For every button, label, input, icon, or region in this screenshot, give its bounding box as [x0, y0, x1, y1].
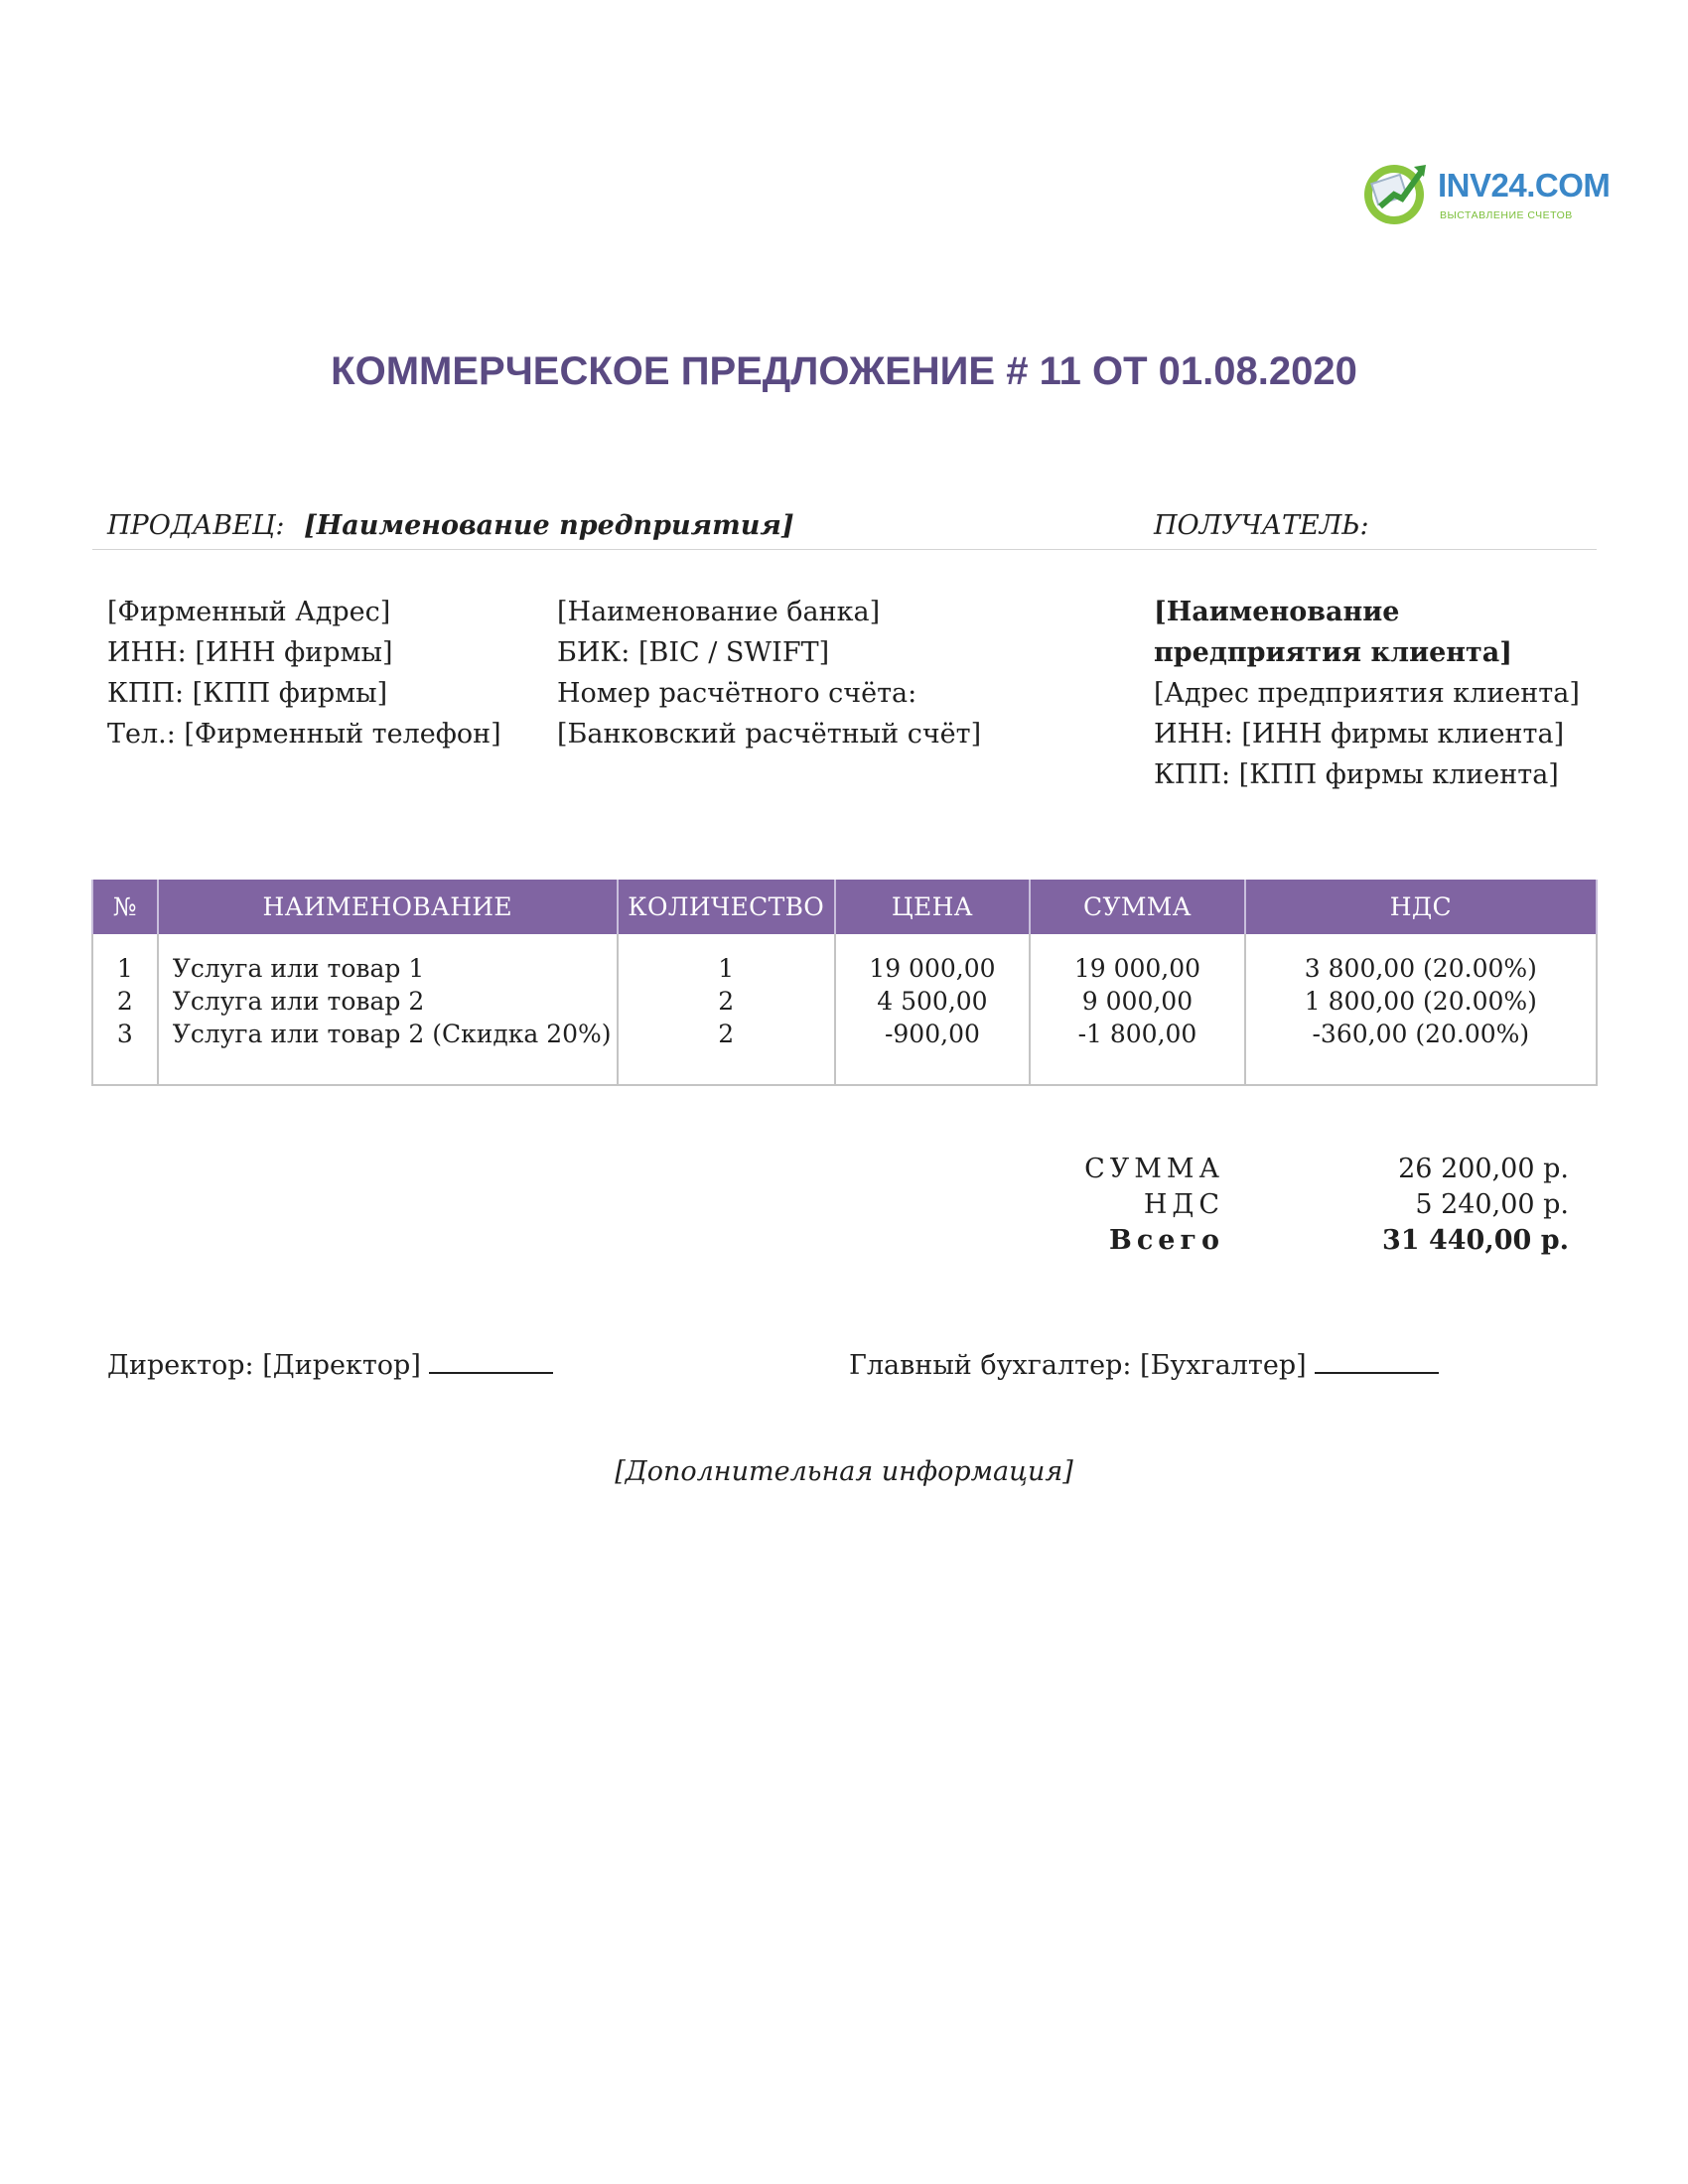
row-quantity: 1	[718, 954, 735, 983]
accountant-signature-line	[1315, 1350, 1439, 1374]
recipient-name-line2: предприятия клиента]	[1154, 637, 1513, 668]
totals-labels	[993, 1152, 1224, 1259]
additional-info: [Дополнительная информация]	[615, 1456, 1073, 1487]
cell-quantities	[618, 934, 835, 1085]
table-row	[92, 934, 1597, 1085]
header-name: НАИМЕНОВАНИЕ	[158, 880, 618, 934]
row-price: -900,00	[884, 1020, 980, 1048]
row-number: 2	[116, 987, 133, 1016]
row-price: 4 500,00	[877, 987, 988, 1016]
header-sum: СУММА	[1030, 880, 1244, 934]
total-sum-value: 26 200,00 р.	[1398, 1154, 1569, 1184]
cell-sums	[1030, 934, 1244, 1085]
table-header-row	[92, 880, 1597, 934]
header-number: №	[92, 880, 158, 934]
row-vat: 1 800,00 (20.00%)	[1304, 987, 1537, 1016]
seller-label: ПРОДАВЕЦ:	[107, 510, 285, 541]
director-signature-line	[429, 1350, 553, 1374]
row-name: Услуга или товар 2 (Скидка 20%)	[172, 1020, 612, 1048]
seller-inn: ИНН: [ИНН фирмы]	[107, 637, 393, 668]
bank-account-label: Номер расчётного счёта:	[557, 678, 917, 709]
cell-numbers	[92, 934, 158, 1085]
row-price: 19 000,00	[869, 954, 996, 983]
row-quantity: 2	[718, 1020, 735, 1048]
recipient-address: [Адрес предприятия клиента]	[1154, 678, 1580, 709]
header-divider	[92, 549, 1597, 550]
row-number: 3	[116, 1020, 133, 1048]
row-name: Услуга или товар 1	[172, 954, 425, 983]
bank-name: [Наименование банка]	[557, 597, 881, 627]
header-vat: НДС	[1245, 880, 1597, 934]
director-label: Директор: [Директор]	[107, 1350, 421, 1381]
bank-account: [Банковский расчётный счёт]	[557, 719, 982, 750]
recipient-label: ПОЛУЧАТЕЛЬ:	[1154, 510, 1369, 541]
recipient-name-line1: [Наименование	[1154, 597, 1400, 627]
header-quantity: КОЛИЧЕСТВО	[618, 880, 835, 934]
header-price: ЦЕНА	[835, 880, 1031, 934]
logo-icon	[1360, 157, 1432, 228]
seller-kpp: КПП: [КПП фирмы]	[107, 678, 388, 709]
recipient-inn: ИНН: [ИНН фирмы клиента]	[1154, 719, 1565, 750]
seller-details	[107, 592, 501, 754]
recipient-details	[1154, 592, 1580, 795]
totals-values	[1291, 1152, 1569, 1259]
row-sum: 9 000,00	[1081, 987, 1194, 1016]
grand-total-value: 31 440,00 р.	[1382, 1225, 1569, 1256]
logo-brand: INV24.COM	[1438, 167, 1611, 204]
seller-phone: Тел.: [Фирменный телефон]	[107, 719, 501, 750]
cell-prices	[835, 934, 1031, 1085]
seller-address: [Фирменный Адрес]	[107, 597, 391, 627]
logo-tagline: ВЫСТАВЛЕНИЕ СЧЕТОВ	[1440, 209, 1573, 221]
seller-name: [Наименование предприятия]	[304, 510, 794, 541]
accountant-label: Главный бухгалтер: [Бухгалтер]	[849, 1350, 1307, 1381]
row-sum: -1 800,00	[1077, 1020, 1197, 1048]
accountant-signature	[849, 1350, 1439, 1381]
director-signature	[107, 1350, 553, 1381]
recipient-kpp: КПП: [КПП фирмы клиента]	[1154, 759, 1559, 790]
items-table	[91, 880, 1598, 1086]
company-logo	[1360, 157, 1611, 231]
row-name: Услуга или товар 2	[172, 987, 425, 1016]
grand-total-label: Всего	[1109, 1225, 1224, 1256]
total-sum-label: СУММА	[1084, 1154, 1224, 1184]
page-title: КОММЕРЧЕСКОЕ ПРЕДЛОЖЕНИЕ # 11 ОТ 01.08.2020	[331, 349, 1357, 393]
total-vat-value: 5 240,00 р.	[1415, 1189, 1569, 1220]
row-sum: 19 000,00	[1073, 954, 1201, 983]
cell-names	[158, 934, 618, 1085]
row-number: 1	[116, 954, 133, 983]
total-vat-label: НДС	[1143, 1189, 1224, 1220]
row-vat: -360,00 (20.00%)	[1312, 1020, 1530, 1048]
cell-vats	[1245, 934, 1597, 1085]
row-quantity: 2	[718, 987, 735, 1016]
row-vat: 3 800,00 (20.00%)	[1304, 954, 1537, 983]
bank-bik: БИК: [BIC / SWIFT]	[557, 637, 830, 668]
bank-details	[557, 592, 981, 754]
